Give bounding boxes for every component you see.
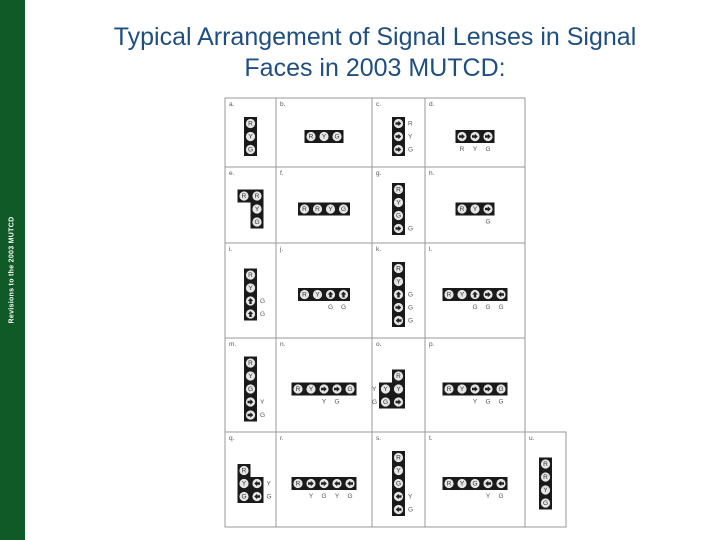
signal-lens-n-0-4 bbox=[344, 383, 357, 396]
svg-text:R: R bbox=[315, 206, 320, 214]
signal-lens-i-1-0 bbox=[244, 282, 257, 295]
signal-lens-n-0-0 bbox=[292, 383, 305, 396]
signal-lens-f-0-2 bbox=[324, 203, 337, 216]
svg-text:R: R bbox=[254, 193, 260, 201]
svg-text:R: R bbox=[302, 206, 307, 214]
signal-lens-d-0-1 bbox=[469, 130, 482, 143]
svg-text:R: R bbox=[295, 480, 301, 488]
svg-text:R: R bbox=[396, 373, 401, 381]
panel-label-r: r. bbox=[280, 435, 284, 442]
panel-label-o: o. bbox=[376, 341, 382, 348]
svg-text:G: G bbox=[334, 133, 340, 141]
under-label-p: G bbox=[498, 398, 504, 406]
signal-lens-c-0-0 bbox=[392, 117, 405, 130]
signal-lens-p-0-0 bbox=[443, 383, 456, 396]
panel-o bbox=[372, 338, 425, 432]
side-label-q: Y bbox=[266, 480, 271, 488]
signal-lens-h-0-1 bbox=[469, 203, 482, 216]
under-label-l: G bbox=[498, 304, 504, 311]
under-label-h: G bbox=[485, 218, 491, 226]
panel-label-j: j. bbox=[280, 246, 284, 253]
signal-lens-e-1-1 bbox=[251, 203, 264, 216]
signal-lens-k-0-0 bbox=[392, 262, 405, 275]
svg-text:Y: Y bbox=[248, 285, 253, 293]
panel-label-k: k. bbox=[376, 246, 382, 253]
panel-n bbox=[276, 338, 372, 432]
svg-text:Y: Y bbox=[241, 480, 247, 488]
signal-lens-j-0-1 bbox=[311, 288, 324, 301]
under-label-r: Y bbox=[334, 493, 340, 500]
svg-text:Y: Y bbox=[396, 386, 401, 394]
panel-k bbox=[372, 243, 425, 338]
panel-s bbox=[372, 432, 425, 527]
signal-lens-t-0-4 bbox=[495, 477, 508, 490]
under-label-n: Y bbox=[321, 398, 327, 406]
svg-text:Y: Y bbox=[459, 386, 465, 394]
panel-d bbox=[425, 98, 525, 167]
svg-text:G: G bbox=[347, 386, 353, 394]
signal-lens-q-1-0 bbox=[238, 477, 251, 490]
signal-lens-i-2-0 bbox=[244, 295, 257, 308]
signal-lens-h-0-2 bbox=[482, 203, 495, 216]
signal-lens-n-0-2 bbox=[318, 383, 331, 396]
panel-label-l: l. bbox=[429, 246, 433, 253]
svg-text:G: G bbox=[241, 493, 247, 501]
svg-text:G: G bbox=[247, 146, 254, 154]
signal-lens-k-2-0 bbox=[392, 288, 405, 301]
side-label-k: G bbox=[408, 291, 414, 299]
svg-text:R: R bbox=[241, 193, 247, 201]
under-label-r: Y bbox=[308, 493, 314, 500]
side-label-left-o: G bbox=[372, 399, 378, 407]
panel-label-i: i. bbox=[229, 246, 233, 253]
side-label-i: G bbox=[260, 298, 266, 306]
svg-text:R: R bbox=[248, 272, 253, 280]
under-label-r: G bbox=[347, 493, 353, 500]
svg-text:Y: Y bbox=[328, 206, 333, 214]
panel-j bbox=[276, 243, 372, 338]
svg-text:R: R bbox=[396, 454, 401, 462]
signal-lens-l-0-4 bbox=[495, 288, 508, 301]
svg-text:G: G bbox=[472, 480, 478, 488]
signal-lens-g-3-0 bbox=[392, 222, 405, 235]
svg-text:G: G bbox=[247, 386, 254, 394]
signal-lens-t-0-3 bbox=[482, 477, 495, 490]
signal-lens-s-4-0 bbox=[392, 503, 405, 516]
signal-lens-s-0-0 bbox=[392, 451, 405, 464]
signal-lens-o-0-1 bbox=[392, 370, 405, 383]
signal-lens-f-0-0 bbox=[298, 203, 311, 216]
signal-lens-r-0-2 bbox=[318, 477, 331, 490]
side-label-m: Y bbox=[260, 399, 265, 407]
signal-lens-u-3-0 bbox=[539, 497, 552, 510]
svg-text:R: R bbox=[459, 206, 465, 214]
panel-p bbox=[425, 338, 525, 432]
slide-title-line1: Typical Arrangement of Signal Lenses in Signal bbox=[113, 23, 637, 51]
signal-lens-r-0-1 bbox=[305, 477, 318, 490]
signal-lens-f-0-3 bbox=[337, 203, 350, 216]
svg-text:Y: Y bbox=[396, 199, 401, 207]
signal-lens-b-0-2 bbox=[331, 130, 344, 143]
svg-text:G: G bbox=[542, 500, 549, 508]
panel-l bbox=[425, 243, 525, 338]
under-label-d: G bbox=[485, 146, 491, 153]
signal-lens-a-1-0 bbox=[244, 130, 257, 143]
panel-label-b: b. bbox=[280, 101, 286, 108]
signal-lens-q-2-0 bbox=[238, 490, 251, 503]
signal-lens-r-0-3 bbox=[331, 477, 344, 490]
signal-lens-i-0-0 bbox=[244, 269, 257, 282]
signal-lens-u-0-0 bbox=[539, 458, 552, 471]
svg-text:Y: Y bbox=[396, 278, 401, 286]
signal-lens-o-2-0 bbox=[379, 396, 392, 409]
signal-lens-o-2-1 bbox=[392, 396, 405, 409]
svg-text:Y: Y bbox=[459, 480, 465, 488]
signal-lens-m-4-0 bbox=[244, 409, 257, 422]
side-label-k: G bbox=[408, 304, 414, 312]
panel-e bbox=[225, 167, 276, 243]
under-label-d: Y bbox=[472, 146, 478, 153]
panel-t bbox=[425, 432, 525, 527]
under-label-p: G bbox=[485, 398, 491, 406]
signal-lens-p-0-1 bbox=[456, 383, 469, 396]
signal-lens-j-0-2 bbox=[324, 288, 337, 301]
panel-label-t: t. bbox=[429, 435, 433, 442]
svg-text:R: R bbox=[396, 186, 401, 194]
under-label-d: R bbox=[459, 146, 465, 153]
signal-lens-m-2-0 bbox=[244, 383, 257, 396]
signal-lens-m-1-0 bbox=[244, 370, 257, 383]
svg-text:G: G bbox=[498, 386, 504, 394]
svg-text:Y: Y bbox=[254, 206, 260, 214]
panel-label-n: n. bbox=[280, 341, 286, 348]
signal-lens-j-0-0 bbox=[298, 288, 311, 301]
under-label-j: G bbox=[327, 304, 334, 311]
svg-text:R: R bbox=[248, 120, 253, 128]
side-label-s: Y bbox=[408, 493, 413, 501]
signal-lens-u-1-0 bbox=[539, 471, 552, 484]
signal-lens-l-0-0 bbox=[443, 288, 456, 301]
signal-lens-k-3-0 bbox=[392, 301, 405, 314]
signal-lens-j-0-3 bbox=[337, 288, 350, 301]
side-label-q: G bbox=[266, 493, 272, 501]
panel-label-q: q. bbox=[229, 435, 235, 442]
signal-lens-r-0-0 bbox=[292, 477, 305, 490]
signal-lens-h-0-0 bbox=[456, 203, 469, 216]
signal-lens-e-0-1 bbox=[251, 190, 264, 203]
signal-lens-t-0-2 bbox=[469, 477, 482, 490]
svg-text:G: G bbox=[254, 219, 260, 227]
under-label-p: Y bbox=[472, 398, 478, 406]
signal-lens-c-1-0 bbox=[392, 130, 405, 143]
svg-text:Y: Y bbox=[308, 386, 314, 394]
sidebar-text: Revisions to the 2003 MUTCD bbox=[8, 216, 16, 324]
signal-lens-q-2-1 bbox=[251, 490, 264, 503]
under-label-n: G bbox=[334, 398, 340, 406]
signal-lens-q-0-0 bbox=[238, 464, 251, 477]
signal-lens-m-0-0 bbox=[244, 357, 257, 370]
svg-text:Y: Y bbox=[315, 291, 320, 299]
signal-lens-a-0-0 bbox=[244, 117, 257, 130]
signal-lens-r-0-4 bbox=[344, 477, 357, 490]
svg-text:G: G bbox=[340, 206, 347, 214]
svg-text:R: R bbox=[446, 480, 452, 488]
under-label-t: G bbox=[498, 493, 504, 500]
signal-lens-m-3-0 bbox=[244, 396, 257, 409]
svg-text:R: R bbox=[302, 291, 307, 299]
panel-label-m: m. bbox=[229, 341, 237, 348]
panel-q bbox=[225, 432, 276, 527]
side-label-c: Y bbox=[408, 133, 413, 141]
svg-text:Y: Y bbox=[459, 291, 465, 299]
panel-label-f: f. bbox=[280, 170, 284, 177]
under-label-r: G bbox=[321, 493, 327, 500]
signal-lens-l-0-3 bbox=[482, 288, 495, 301]
panel-c bbox=[372, 98, 425, 167]
side-label-k: G bbox=[408, 317, 414, 325]
signal-lens-i-3-0 bbox=[244, 308, 257, 321]
svg-text:R: R bbox=[241, 467, 247, 475]
signal-lens-q-1-1 bbox=[251, 477, 264, 490]
signal-lens-p-0-3 bbox=[482, 383, 495, 396]
panel-g bbox=[372, 167, 425, 243]
svg-text:G: G bbox=[382, 399, 389, 407]
slide-title-line2: Faces in 2003 MUTCD: bbox=[244, 54, 506, 82]
signal-lens-b-0-0 bbox=[305, 130, 318, 143]
under-label-l: G bbox=[472, 304, 478, 311]
signal-lens-t-0-0 bbox=[443, 477, 456, 490]
signal-lens-l-0-2 bbox=[469, 288, 482, 301]
panel-label-u: u. bbox=[529, 435, 535, 442]
svg-text:R: R bbox=[446, 291, 452, 299]
svg-text:R: R bbox=[295, 386, 301, 394]
panel-r bbox=[276, 432, 372, 527]
signal-lens-s-2-0 bbox=[392, 477, 405, 490]
panel-label-d: d. bbox=[429, 101, 435, 108]
side-label-i: G bbox=[260, 311, 266, 319]
signal-lens-e-2-1 bbox=[251, 216, 264, 229]
svg-text:R: R bbox=[396, 265, 401, 273]
svg-text:R: R bbox=[543, 474, 548, 482]
svg-text:Y: Y bbox=[383, 386, 388, 394]
svg-text:R: R bbox=[308, 133, 314, 141]
signal-lens-s-3-0 bbox=[392, 490, 405, 503]
panel-label-s: s. bbox=[376, 435, 382, 442]
under-label-j: G bbox=[340, 304, 347, 311]
signal-lens-n-0-3 bbox=[331, 383, 344, 396]
signal-lens-o-1-1 bbox=[392, 383, 405, 396]
under-label-t: Y bbox=[485, 493, 491, 500]
signal-lens-d-0-2 bbox=[482, 130, 495, 143]
signal-lens-l-0-1 bbox=[456, 288, 469, 301]
signal-lens-s-1-0 bbox=[392, 464, 405, 477]
panel-i bbox=[225, 243, 276, 338]
svg-text:Y: Y bbox=[248, 373, 253, 381]
panel-f bbox=[276, 167, 372, 243]
panel-label-a: a. bbox=[229, 101, 235, 108]
signal-lens-p-0-4 bbox=[495, 383, 508, 396]
side-label-g: G bbox=[408, 225, 414, 233]
signal-lens-a-2-0 bbox=[244, 143, 257, 156]
signal-lens-p-0-2 bbox=[469, 383, 482, 396]
svg-text:Y: Y bbox=[248, 133, 253, 141]
signal-lens-c-2-0 bbox=[392, 143, 405, 156]
side-label-left-o: Y bbox=[372, 386, 377, 394]
panel-label-h: h. bbox=[429, 170, 435, 177]
signal-lens-k-4-0 bbox=[392, 314, 405, 327]
signal-lens-g-0-0 bbox=[392, 183, 405, 196]
panel-b bbox=[276, 98, 372, 167]
signal-lens-k-1-0 bbox=[392, 275, 405, 288]
svg-text:G: G bbox=[395, 212, 402, 220]
side-label-m: G bbox=[260, 412, 266, 420]
svg-text:Y: Y bbox=[472, 206, 478, 214]
signal-lens-g-2-0 bbox=[392, 209, 405, 222]
panel-m bbox=[225, 338, 276, 432]
panel-a bbox=[225, 98, 276, 167]
svg-text:Y: Y bbox=[543, 487, 548, 495]
svg-text:R: R bbox=[543, 461, 548, 469]
signal-lens-g-1-0 bbox=[392, 196, 405, 209]
signal-lens-b-0-1 bbox=[318, 130, 331, 143]
panel-label-g: g. bbox=[376, 170, 382, 177]
signal-lens-u-2-0 bbox=[539, 484, 552, 497]
side-label-s: G bbox=[408, 506, 414, 514]
under-label-l: G bbox=[485, 304, 491, 311]
svg-text:R: R bbox=[248, 360, 253, 368]
panel-label-c: c. bbox=[376, 101, 382, 108]
svg-text:R: R bbox=[446, 386, 452, 394]
svg-text:G: G bbox=[395, 480, 402, 488]
panel-label-p: p. bbox=[429, 341, 435, 348]
side-label-c: G bbox=[408, 146, 414, 154]
svg-text:Y: Y bbox=[321, 133, 327, 141]
signal-lens-n-0-1 bbox=[305, 383, 318, 396]
signal-lens-t-0-1 bbox=[456, 477, 469, 490]
signal-lens-o-1-0 bbox=[379, 383, 392, 396]
panel-label-e: e. bbox=[229, 170, 235, 177]
panel-u bbox=[525, 432, 566, 527]
signal-lens-e-0-0 bbox=[238, 190, 251, 203]
side-label-c: R bbox=[408, 120, 413, 128]
signal-lens-d-0-0 bbox=[456, 130, 469, 143]
panel-h bbox=[425, 167, 525, 243]
svg-text:Y: Y bbox=[396, 467, 401, 475]
signal-lens-f-0-1 bbox=[311, 203, 324, 216]
